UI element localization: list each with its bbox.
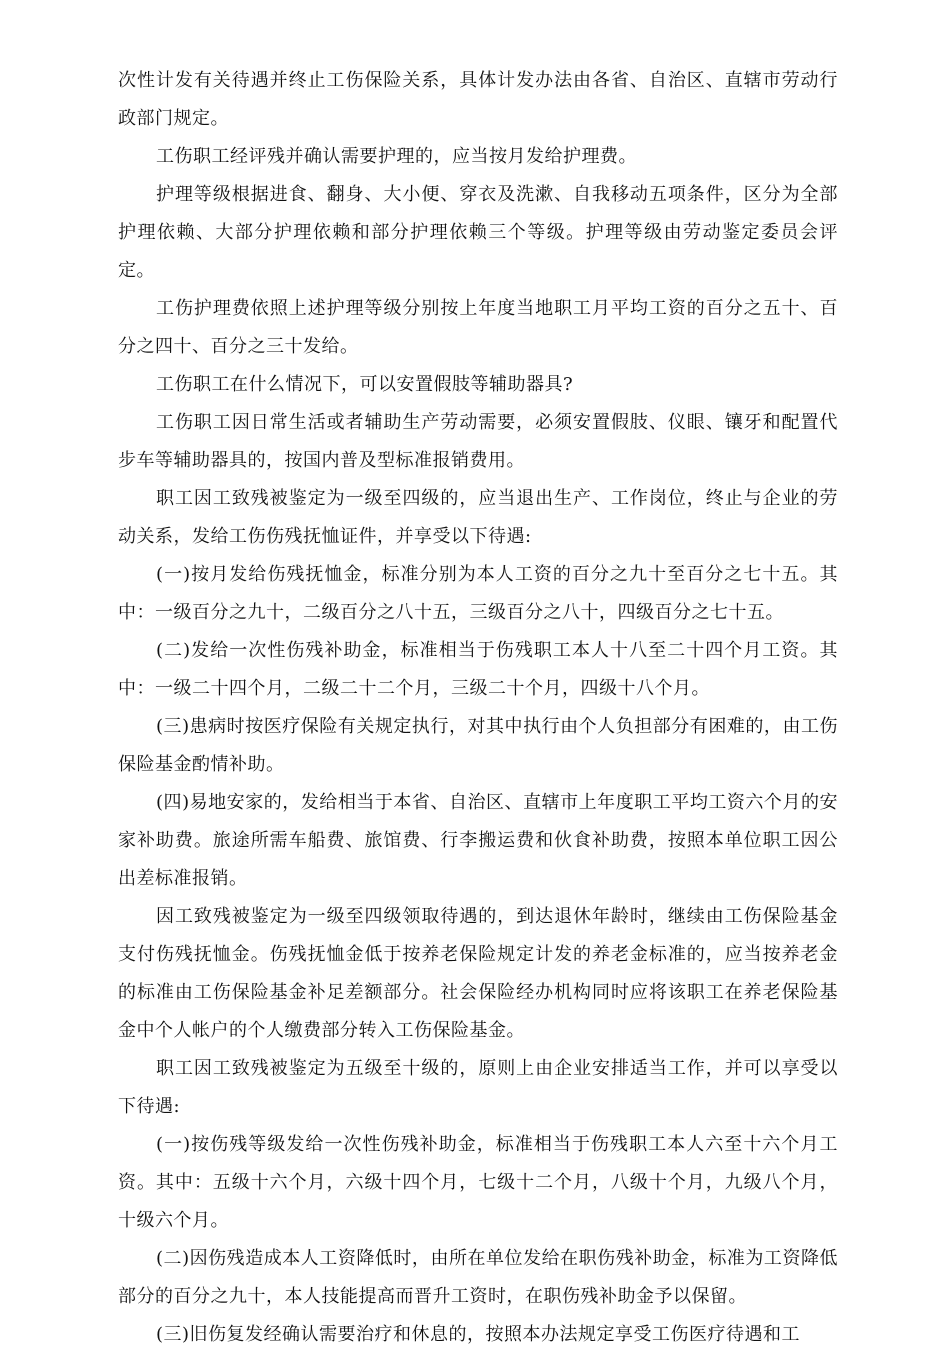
paragraph-retirement: 因工致残被鉴定为一级至四级领取待遇的，到达退休年龄时，继续由工伤保险基金支付伤残抚恤金。伤残抚恤金低于按养老保险规定计发的养老金标准的，应当按养老金的标准由工伤保险基金补足差额部分。社会保险经办机构同时应将该职工在养老保险基金中个人帐户的个人缴费部分转入工伤保险基金。 (118, 906, 838, 1041)
paragraph-nursing-fee-standard: 工伤护理费依照上述护理等级分别按上年度当地职工月平均工资的百分之五十、百分之四十、百分之三十发给。 (118, 298, 838, 357)
list-item-in-service-subsidy: (二)因伤残造成本人工资降低时，由所在单位发给在职伤残补助金，标准为工资降低部分的百分之九十，本人技能提高而晋升工资时，在职伤残补助金予以保留。 (118, 1248, 838, 1307)
document-body (118, 62, 838, 1354)
paragraph-nursing-fee: 工伤职工经评残并确认需要护理的，应当按月发给护理费。 (156, 146, 637, 167)
list-item-lump-sum: (二)发给一次性伤残补助金，标准相当于伤残职工本人十八至二十四个月工资。其中：一级二十四个月，二级二十二个月，三级二十个月，四级十八个月。 (118, 640, 838, 699)
list-item-medical: (三)患病时按医疗保险有关规定执行，对其中执行由个人负担部分有困难的，由工伤保险基金酌情补助。 (118, 716, 838, 775)
paragraph-prosthetics: 工伤职工因日常生活或者辅助生产劳动需要，必须安置假肢、仪眼、镶牙和配置代步车等辅助器具的，按国内普及型标准报销费用。 (118, 412, 838, 471)
list-item-monthly-pension: (一)按月发给伤残抚恤金，标准分别为本人工资的百分之九十至百分之七十五。其中：一级百分之九十，二级百分之八十五，三级百分之八十，四级百分之七十五。 (118, 564, 838, 623)
list-item-relocation: (四)易地安家的，发给相当于本省、自治区、直辖市上年度职工平均工资六个月的安家补助费。旅途所需车船费、旅馆费、行李搬运费和伙食补助费，按照本单位职工因公出差标准报销。 (118, 792, 838, 889)
list-item-recurrence: (三)旧伤复发经确认需要治疗和休息的，按照本办法规定享受工伤医疗待遇和工 (156, 1324, 801, 1345)
paragraph-continuation: 次性计发有关待遇并终止工伤保险关系，具体计发办法由各省、自治区、直辖市劳动行政部门规定。 (118, 70, 838, 129)
list-item-lump-sum-5-10: (一)按伤残等级发给一次性伤残补助金，标准相当于伤残职工本人六至十六个月工资。其中：五级十六个月，六级十四个月，七级十二个月，八级十个月，九级八个月，十级六个月。 (118, 1134, 838, 1231)
paragraph-grade-1-4: 职工因工致残被鉴定为一级至四级的，应当退出生产、工作岗位，终止与企业的劳动关系，发给工伤伤残抚恤证件，并享受以下待遇: (118, 488, 838, 547)
paragraph-grade-5-10: 职工因工致残被鉴定为五级至十级的，原则上由企业安排适当工作，并可以享受以下待遇: (118, 1058, 838, 1117)
paragraph-nursing-levels: 护理等级根据进食、翻身、大小便、穿衣及洗漱、自我移动五项条件，区分为全部护理依赖、大部分护理依赖和部分护理依赖三个等级。护理等级由劳动鉴定委员会评定。 (118, 184, 838, 281)
paragraph-question-prosthetics: 工伤职工在什么情况下，可以安置假肢等辅助器具? (156, 374, 574, 395)
